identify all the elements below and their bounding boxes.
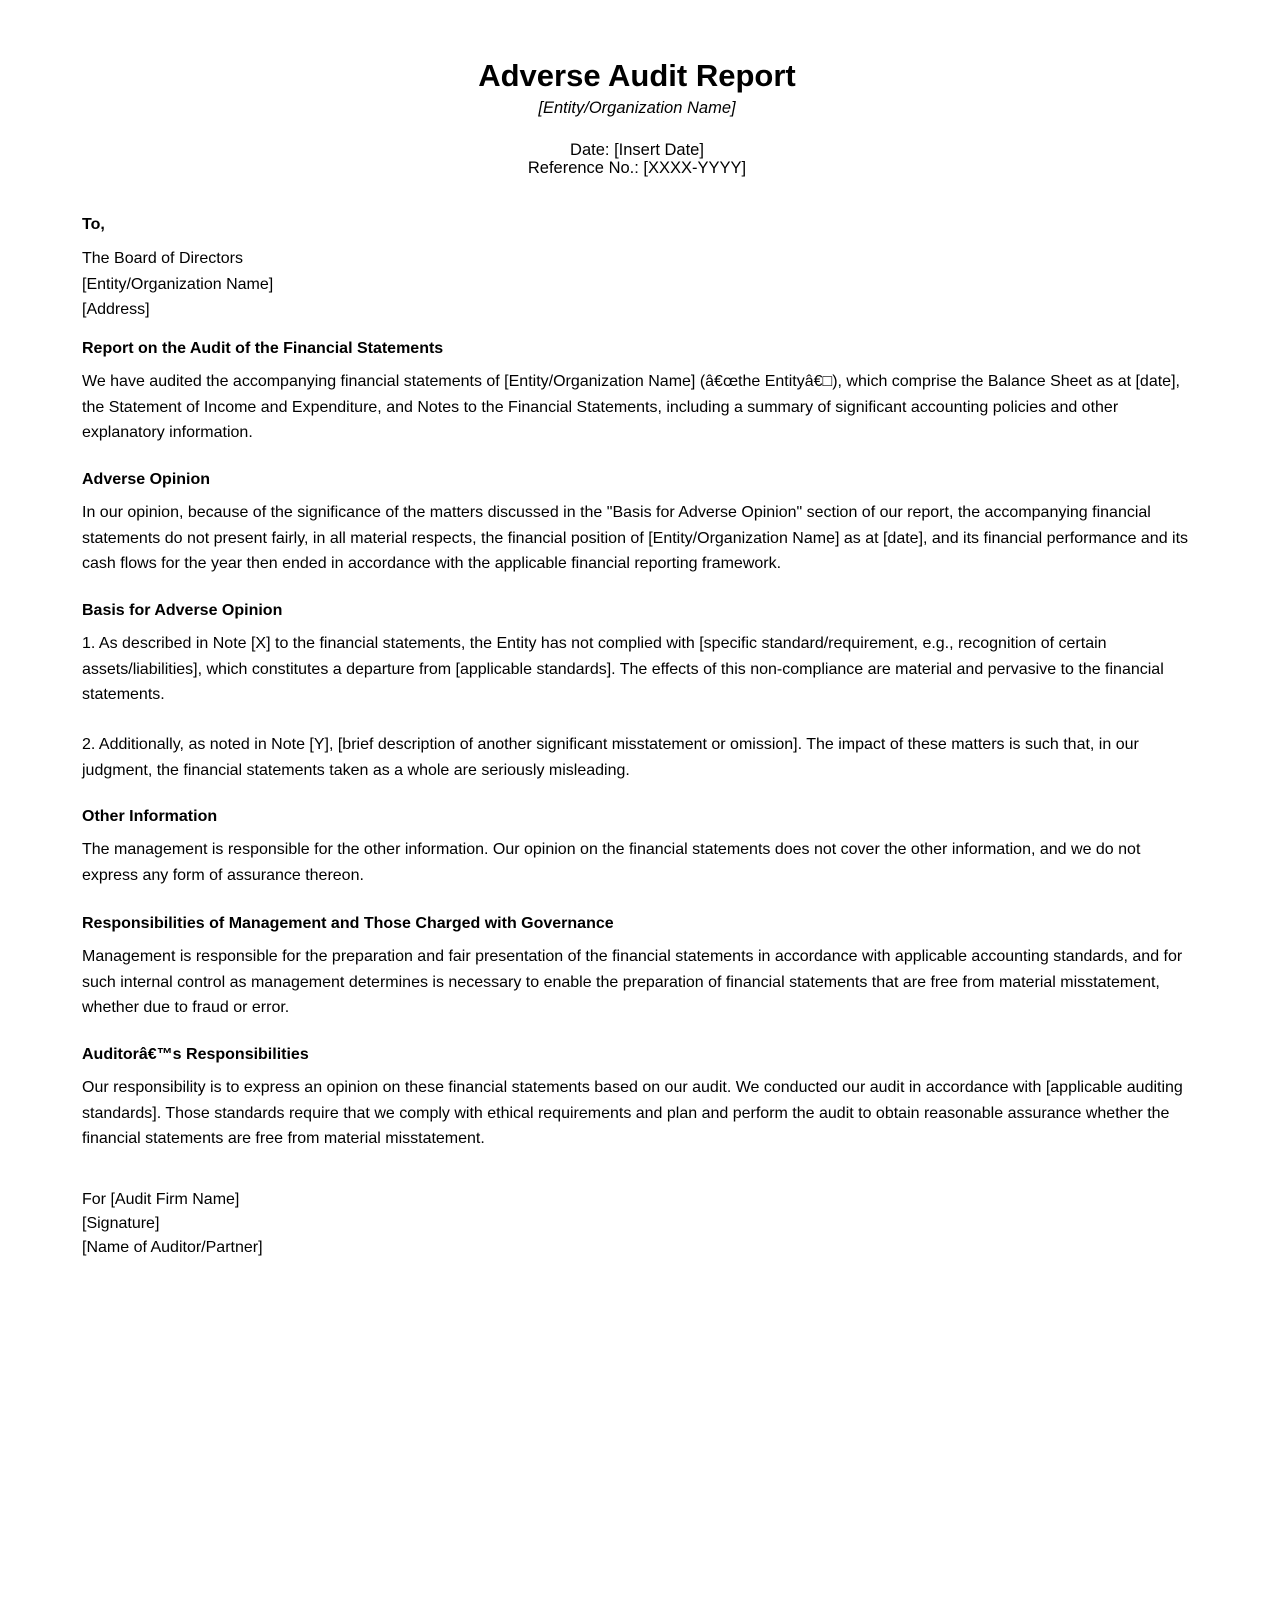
- section-heading: Report on the Audit of the Financial Statements: [82, 340, 444, 357]
- document-title: Adverse Audit Report: [478, 58, 796, 93]
- section-heading: Auditorâ€™s Responsibilities: [82, 1046, 309, 1063]
- section-heading: Other Information: [82, 808, 218, 825]
- document-meta: [82, 141, 1192, 177]
- signoff-block: [82, 1188, 1192, 1260]
- section-paragraph: 1. As described in Note [X] to the financial statements, the Entity has not complied with [specific standard/requirement, e.g., recognition of certain assets/liabilities], which constitutes a departure from [applicable standards]. The effects of this non-compliance are material and pervasive to the financial statements.: [82, 635, 1164, 704]
- date-line: Date: [Insert Date]: [570, 141, 704, 159]
- section-heading: Responsibilities of Management and Those Charged with Governance: [82, 915, 614, 932]
- section-paragraph: 2. Additionally, as noted in Note [Y], [brief description of another significant misstatement or omission]. The impact of these matters is such that, in our judgment, the financial statements taken as a whole are seriously misleading.: [82, 736, 1139, 779]
- signature-line: [Signature]: [82, 1215, 160, 1232]
- section-heading: Basis for Adverse Opinion: [82, 602, 283, 619]
- section-report-on-audit: [82, 338, 1192, 446]
- section-adverse-opinion: [82, 469, 1192, 577]
- section-management-responsibilities: [82, 913, 1192, 1021]
- section-heading: Adverse Opinion: [82, 471, 211, 488]
- entity-name-subtitle: [Entity/Organization Name]: [538, 99, 736, 117]
- section-paragraph: The management is responsible for the other information. Our opinion on the financial statements does not cover the other information, and we do not express any form of assurance thereon.: [82, 841, 1141, 884]
- section-auditor-responsibilities: [82, 1044, 1192, 1152]
- addressee-line: [Entity/Organization Name]: [82, 275, 274, 293]
- section-paragraph: Our responsibility is to express an opinion on these financial statements based on our audit. We conducted our audit in accordance with [applicable auditing standards]. Those standards require that we comply with ethical requirements and plan and perform the audit to obtain reasonable assurance whether the financial statements are free from material misstatement.: [82, 1079, 1183, 1148]
- addressee-block: [82, 246, 1192, 323]
- addressee-line: The Board of Directors: [82, 250, 243, 267]
- document-header: [82, 55, 1192, 177]
- section-paragraph: Management is responsible for the preparation and fair presentation of the financial statements in accordance with applicable accounting standards, and for such internal control as management determines is necessary to enable the preparation of financial statements that are free from material misstatement, whether due to fraud or error.: [82, 948, 1183, 1017]
- to-label: To,: [82, 216, 105, 233]
- addressee-line: [Address]: [82, 301, 150, 319]
- section-paragraph: We have audited the accompanying financial statements of [Entity/Organization Name] (â€œthe Entityâ€□), which comprise the Balance Sheet as at [date], the Statement of Income and Expenditure, and Notes to the Financial Statements, including a summary of significant accounting policies and other explanatory information.: [82, 373, 1180, 442]
- section-basis-for-adverse-opinion: [82, 600, 1192, 784]
- auditor-name-line: [Name of Auditor/Partner]: [82, 1239, 263, 1256]
- audit-firm-line: For [Audit Firm Name]: [82, 1191, 240, 1208]
- reference-line: Reference No.: [XXXX-YYYY]: [527, 159, 747, 177]
- section-paragraph: In our opinion, because of the significance of the matters discussed in the "Basis for Adverse Opinion" section of our report, the accompanying financial statements do not present fairly, in all material respects, the financial position of [Entity/Organization Name] as at [date], and its financial performance and its cash flows for the year then ended in accordance with the applicable financial reporting framework.: [82, 504, 1189, 573]
- section-other-information: [82, 806, 1192, 888]
